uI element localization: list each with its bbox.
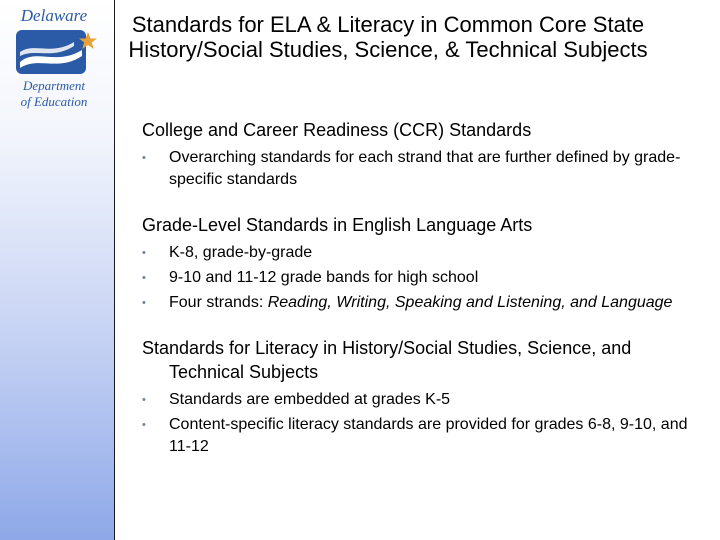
section-grade-level-ela (142, 213, 702, 314)
delaware-doe-logo (8, 6, 100, 114)
logo-department-line1: Department (22, 78, 86, 93)
bullet-icon: • (142, 152, 146, 164)
list-item (142, 147, 702, 191)
list-item-text: Four strands: (169, 294, 268, 311)
list-item-text: Overarching standards for each strand that are further defined by grade-specific standards (169, 149, 681, 188)
logo-department-line2: of Education (20, 94, 88, 109)
section-heading: Standards for Literacy in History/Social Studies, Science, and Technical Subjects (142, 338, 632, 382)
list-item-emphasis: Reading, Writing, Speaking and Listening, and Language (267, 294, 673, 311)
section-heading: Grade-Level Standards in English Language Arts (142, 215, 533, 235)
bullet-list (142, 242, 702, 314)
list-item-text: Standards are embedded at grades K-5 (169, 391, 451, 408)
bullet-list (142, 389, 702, 458)
list-item (142, 292, 702, 314)
logo-department-text (8, 78, 100, 110)
list-item (142, 414, 702, 458)
sidebar-panel (0, 0, 115, 540)
list-item (142, 242, 702, 264)
list-item-text: 9-10 and 11-12 grade bands for high school (169, 269, 479, 286)
bullet-icon: • (142, 419, 146, 431)
section-ccr-standards (142, 118, 702, 191)
list-item (142, 389, 702, 411)
bullet-icon: • (142, 272, 146, 284)
bullet-icon: • (142, 297, 146, 309)
bullet-icon: • (142, 394, 146, 406)
bullet-list (142, 147, 702, 191)
list-item (142, 267, 702, 289)
state-map-icon (12, 26, 98, 78)
list-item-text: K-8, grade-by-grade (169, 244, 313, 261)
bullet-icon: • (142, 247, 146, 259)
logo-state-name: Delaware (20, 6, 88, 25)
section-heading: College and Career Readiness (CCR) Standards (142, 120, 532, 140)
slide-title: Standards for ELA & Literacy in Common Core State History/Social Studies, Science, & Technical Subjects (128, 12, 648, 62)
section-literacy-standards (142, 336, 702, 458)
list-item-text: Content-specific literacy standards are provided for grades 6-8, 9-10, and 11-12 (169, 416, 688, 455)
slide-content (142, 118, 702, 480)
